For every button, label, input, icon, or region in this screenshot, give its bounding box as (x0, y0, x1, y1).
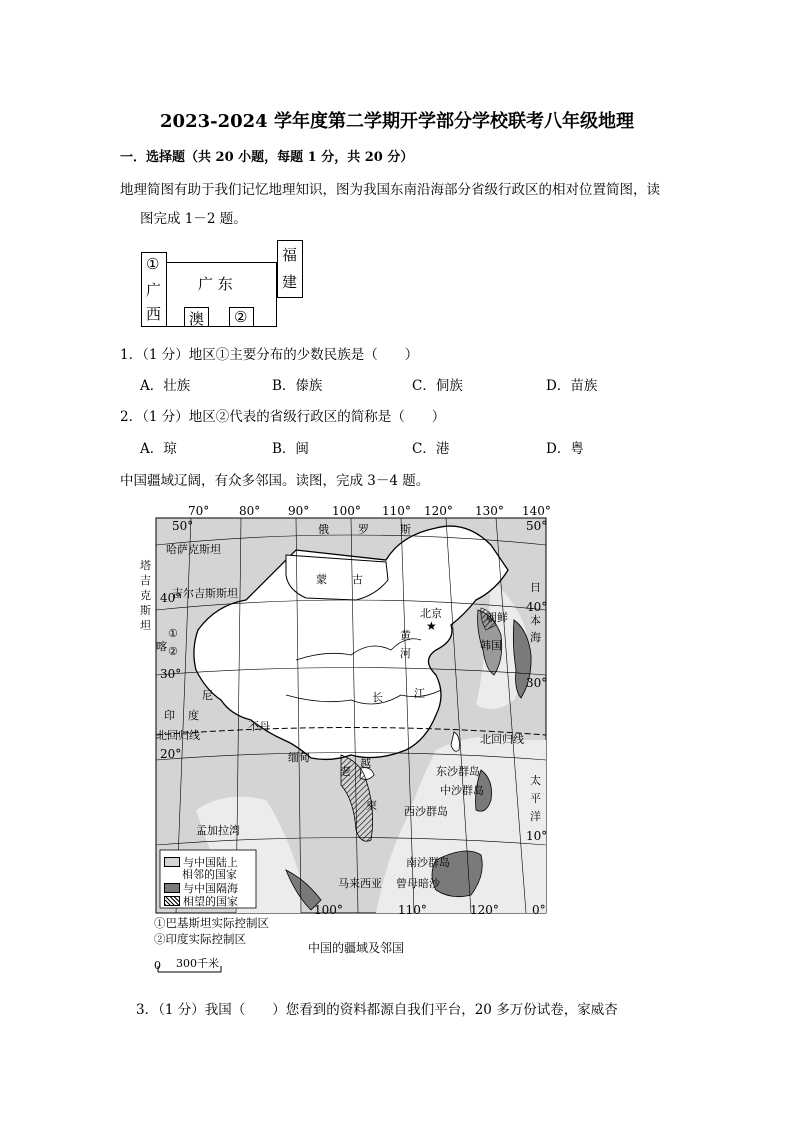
question-2-option-d[interactable]: D．粤 (546, 441, 584, 457)
question-2-option-a[interactable]: A．琼 (140, 441, 177, 457)
question-2-stem: 2．（1 分）地区②代表的省级行政区的简称是（ ） (120, 409, 446, 425)
label-japan-1: 日 (530, 581, 541, 594)
legend-land-neighbor: 与中国陆上 (164, 854, 238, 870)
label-pacific-1: 太 (530, 774, 541, 787)
map-note-india: ②印度实际控制区 (154, 932, 246, 946)
label-india-1: 印 (164, 709, 175, 722)
map-caption: 中国的疆域及邻国 (308, 941, 405, 955)
scale-value: 300千米 (176, 957, 219, 970)
lon-label-120: 120° (424, 504, 453, 518)
label-malaysia: 马来西亚 (338, 877, 382, 890)
fujian-label-jian: 建 (282, 273, 298, 291)
label-mongolia-1: 蒙 (316, 573, 327, 586)
capital-star-icon: ★ (426, 619, 437, 633)
scale-zero: 0 (154, 959, 161, 972)
lat-left-50: 50° (172, 519, 194, 533)
label-japan-3: 海 (530, 631, 541, 644)
lat-left-30: 30° (160, 667, 182, 681)
label-pacific-2: 平 (530, 792, 541, 805)
label-russia-2: 罗 (358, 523, 369, 536)
lon-bottom-110: 110° (398, 903, 427, 917)
legend-land-neighbor-2: 相邻的国家 (182, 868, 237, 881)
label-tajik-1: 塔 (140, 559, 151, 572)
section-heading: 一．选择题（共 20 小题，每题 1 分，共 20 分） (120, 150, 414, 165)
label-tropic-right: 北回归线 (480, 733, 524, 746)
label-yangtze-1: 长 (372, 691, 383, 704)
guangxi-marker-1: ① (146, 255, 160, 273)
legend-swatch-light (164, 857, 180, 867)
label-tajik-4: 斯 (140, 604, 151, 617)
lon-label-70: 70° (188, 504, 210, 518)
label-south-korea: 韩国 (480, 639, 502, 652)
lon-label-100: 100° (332, 504, 361, 518)
guangxi-label-guang: 广 (146, 281, 162, 299)
intro-paragraph-line2: 图完成 1－2 题。 (140, 211, 247, 227)
label-japan-2: 本 (530, 614, 541, 627)
label-tropic-left: 北回归线 (156, 729, 200, 742)
label-mongolia-2: 古 (352, 573, 363, 586)
lon-label-110: 110° (382, 504, 411, 518)
label-ka: 喀 (156, 640, 167, 653)
label-bay-of-bengal: 孟加拉湾 (196, 824, 240, 837)
lat-right-50: 50° (526, 519, 548, 533)
question-2-option-b[interactable]: B．闽 (272, 441, 309, 457)
label-zhongsha-islands: 中沙群岛 (440, 784, 484, 797)
label-russia-1: 俄 (318, 523, 329, 536)
legend-sea-neighbor-2: 相望的国家 (164, 893, 238, 909)
china-territory-map (136, 500, 556, 980)
label-tajik-2: 吉 (140, 574, 151, 587)
document-title: 2023-2024 学年度第二学期开学部分学校联考八年级地理 (160, 111, 634, 132)
question-1-option-c[interactable]: C．侗族 (412, 378, 463, 394)
label-xisha-islands: 西沙群岛 (404, 805, 448, 818)
lat-right-40: 40° (526, 600, 548, 614)
question-3-4-intro: 中国疆域辽阔，有众多邻国。读图，完成 3－4 题。 (120, 473, 430, 489)
legend-swatch-hatch (164, 896, 180, 906)
label-cambodia: 柬 (366, 799, 377, 812)
question-2-option-c[interactable]: C．港 (412, 441, 450, 457)
question-3-stem: 3．（1 分）我国（ ）您看到的资料都源自我们平台，20 多万份试卷，家威杏 (136, 1002, 618, 1018)
province-schematic-figure (140, 240, 310, 330)
label-yangtze-2: 江 (414, 687, 425, 700)
intro-paragraph-line1: 地理简图有助于我们记忆地理知识，图为我国东南沿海部分省级行政区的相对位置简图，读 (120, 182, 660, 198)
label-yellow-river-1: 黄 (400, 629, 411, 642)
legend-sea-neighbor: 与中国隔海 (164, 880, 238, 896)
question-1-option-d[interactable]: D．苗族 (546, 378, 598, 394)
label-india-2: 度 (188, 709, 199, 722)
label-bhutan: 不丹 (248, 720, 270, 733)
guangdong-label: 广 东 (198, 275, 233, 293)
label-yellow-river-2: 河 (400, 647, 411, 660)
label-north-korea: 朝鲜 (486, 611, 508, 624)
lon-bottom-120: 120° (470, 903, 499, 917)
question-1-option-a[interactable]: A．壮族 (140, 378, 191, 394)
lat-right-0: 0° (532, 903, 546, 917)
label-zengmu-ansha: 曾母暗沙 (396, 877, 440, 890)
region-2-marker: ② (234, 308, 248, 326)
guangxi-label-xi: 西 (146, 305, 162, 323)
label-dongsha-islands: 东沙群岛 (436, 765, 480, 778)
guangdong-box (166, 262, 277, 327)
label-laos: 老 (340, 765, 351, 778)
label-kyrgyzstan: 吉尔吉斯斯坦 (172, 587, 238, 600)
legend-swatch-dark (164, 883, 180, 893)
question-1-option-b[interactable]: B．傣族 (272, 378, 323, 394)
label-marker-2: ② (168, 645, 178, 658)
lon-label-80: 80° (239, 504, 261, 518)
label-marker-1: ① (168, 627, 178, 640)
label-russia-3: 斯 (400, 523, 411, 536)
question-1-stem: 1．（1 分）地区①主要分布的少数民族是（ ） (120, 347, 419, 363)
label-vietnam: 越 (360, 757, 371, 770)
map-note-pakistan: ①巴基斯坦实际控制区 (154, 916, 269, 930)
fujian-label-fu: 福 (282, 246, 298, 264)
lat-left-20: 20° (160, 747, 182, 761)
lon-label-140: 140° (522, 504, 551, 518)
macau-label: 澳 (189, 310, 205, 328)
lon-label-90: 90° (288, 504, 310, 518)
label-myanmar: 缅甸 (288, 751, 310, 764)
lat-right-10: 10° (526, 829, 548, 843)
lat-right-30: 30° (526, 676, 548, 690)
label-nansha-islands: 南沙群岛 (406, 856, 450, 869)
label-tajik-5: 坦 (140, 619, 151, 632)
label-tajik-3: 克 (140, 589, 151, 602)
label-nepal: 尼 (202, 689, 213, 702)
lat-left-40: 40° (160, 591, 182, 605)
label-kazakhstan: 哈萨克斯坦 (166, 543, 221, 556)
label-beijing: 北京 (420, 607, 442, 620)
lon-label-130: 130° (475, 504, 504, 518)
label-pacific-3: 洋 (530, 810, 541, 823)
lon-bottom-100: 100° (314, 903, 343, 917)
